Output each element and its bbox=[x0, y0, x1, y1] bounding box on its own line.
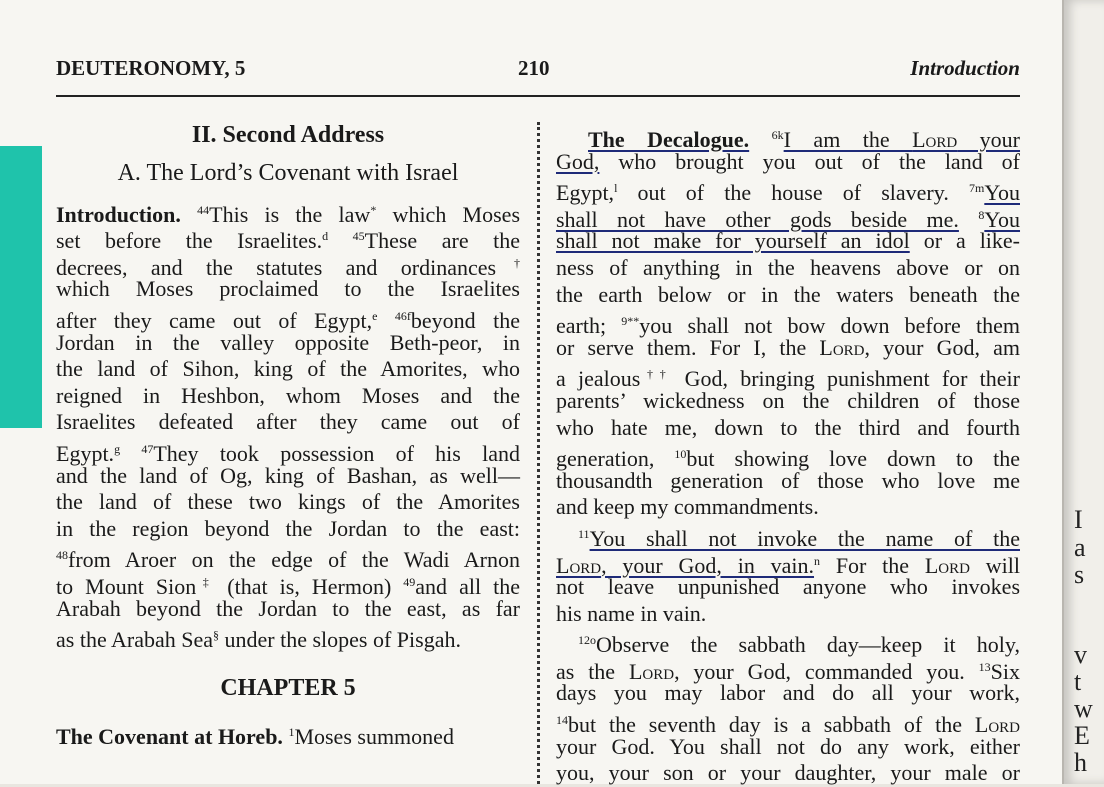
verse-line: not leave unpunished anyone who invokes bbox=[556, 574, 1020, 600]
facing-fragment: h bbox=[1074, 748, 1087, 777]
decalogue-label: The Decalogue. bbox=[588, 127, 750, 152]
facing-page-edge bbox=[1062, 0, 1104, 784]
section-title: II. Second Address bbox=[191, 122, 385, 148]
verse-line: you, your son or your daughter, your male or bbox=[556, 760, 1020, 786]
verse-line: Egypt,$^l$ out of the house of slavery. $^{7m}$You bbox=[556, 180, 1020, 206]
verse-line: $^{14}$but the seventh day is a sabbath of the Lord bbox=[556, 712, 1020, 738]
verse-line: and keep my commandments. bbox=[556, 494, 819, 520]
facing-fragment: v bbox=[1074, 640, 1087, 669]
subsection-title: A. The Lord’s Covenant with Israel bbox=[117, 159, 459, 186]
intro-line: decrees, and the statutes and ordinances† bbox=[56, 254, 521, 280]
intro-line: set before the Israelites.$^d$ $^{45}$These are the bbox=[56, 228, 521, 254]
facing-fragment: w bbox=[1074, 694, 1093, 723]
verse-line: parents’ wickedness on the children of those bbox=[556, 387, 1020, 413]
facing-fragment: s bbox=[1074, 560, 1085, 589]
header-page-number: 210 bbox=[518, 56, 550, 80]
highlight-tab bbox=[0, 146, 42, 428]
intro-line: as the Arabah Sea§ under the slopes of Pisgah. bbox=[56, 627, 461, 653]
chapter-heading: CHAPTER 5 bbox=[220, 674, 356, 701]
intro-line: to Mount Sion‡ (that is, Hermon) $^{49}$and all the bbox=[56, 573, 520, 599]
covenant-line: The Covenant at Horeb. $^1$Moses summoned bbox=[56, 723, 454, 749]
intro-line: which Moses proclaimed to the Israelites bbox=[56, 276, 520, 302]
verse-line: $^{11}$You shall not invoke the name of the bbox=[578, 525, 1020, 551]
facing-fragment: t bbox=[1074, 667, 1082, 696]
verse-line: a jealous†† God, bringing punishment for their bbox=[556, 366, 1020, 392]
right-column bbox=[556, 122, 1020, 787]
verse-line: earth; $^{9**}$you shall not bow down before them bbox=[556, 313, 1020, 339]
verse-line: the earth below or in the waters beneath the bbox=[556, 281, 1020, 307]
intro-line: after they came out of Egypt,$^e$ $^{46f}$beyond the bbox=[56, 307, 520, 333]
intro-line: $^{48}$from Aroer on the edge of the Wadi Arnon bbox=[56, 547, 520, 573]
intro-line: Egypt.$^g$ $^{47}$They took possession of his land bbox=[56, 440, 521, 466]
verse-line: who hate me, down to the third and fourth bbox=[556, 414, 1020, 440]
verse-line: shall not make for yourself an idol or a like- bbox=[556, 228, 1021, 254]
intro-label: Introduction. bbox=[56, 201, 181, 227]
intro-line: Israelites defeated after they came out of bbox=[56, 409, 520, 435]
facing-fragment: a bbox=[1074, 533, 1086, 562]
verse-line: God, who brought you out of the land of bbox=[556, 148, 1020, 174]
intro-line: and the land of Og, king of Bashan, as well— bbox=[56, 462, 520, 488]
verse-line: as the Lord, your God, commanded you. $^{13}$Six bbox=[556, 658, 1021, 684]
decalogue-line: The Decalogue. $^{6k}$I am the Lord your bbox=[556, 122, 1020, 149]
verse-line: or serve them. For I, the Lord, your God, am bbox=[556, 334, 1021, 360]
header-rule bbox=[56, 95, 1020, 97]
intro-line: the land of Sihon, king of the Amorites, who bbox=[56, 356, 520, 382]
intro-line: in the region beyond the Jordan to the east: bbox=[56, 515, 520, 541]
left-column bbox=[56, 122, 521, 749]
running-header bbox=[56, 56, 1020, 86]
header-book: DEUTERONOMY, 5 bbox=[56, 56, 246, 80]
facing-fragment: I bbox=[1074, 505, 1083, 534]
intro-line: the land of these two kings of the Amorites bbox=[56, 489, 520, 515]
column-divider bbox=[537, 122, 540, 784]
verse-line: generation, $^{10}$but showing love down to the bbox=[556, 446, 1020, 472]
verse-line: your God. You shall not do any work, either bbox=[556, 733, 1020, 759]
intro-line: Jordan in the valley opposite Beth-peor, in bbox=[56, 329, 520, 355]
verse-line: $^{12o}$Observe the sabbath day—keep it holy, bbox=[578, 632, 1020, 658]
covenant-label: The Covenant at Horeb. bbox=[56, 723, 283, 749]
intro-line: reigned in Heshbon, whom Moses and the bbox=[56, 382, 520, 408]
verse-line: his name in vain. bbox=[556, 600, 707, 626]
header-section: Introduction bbox=[910, 56, 1020, 80]
verse-line: ness of anything in the heavens above or on bbox=[556, 254, 1020, 280]
verse-line: thousandth generation of those who love me bbox=[556, 467, 1020, 493]
verse-line: days you may labor and do all your work, bbox=[556, 680, 1020, 706]
intro-line: Introduction. $^{44}$This is the law* which Moses bbox=[56, 201, 521, 227]
verse-line: Lord, your God, in vain.$^n$ For the Lord will bbox=[556, 552, 1020, 578]
intro-line: Arabah beyond the Jordan to the east, as far bbox=[56, 595, 520, 621]
verse-line: shall not have other gods beside me. $^8$You bbox=[556, 206, 1021, 232]
facing-fragment: E bbox=[1074, 721, 1090, 750]
